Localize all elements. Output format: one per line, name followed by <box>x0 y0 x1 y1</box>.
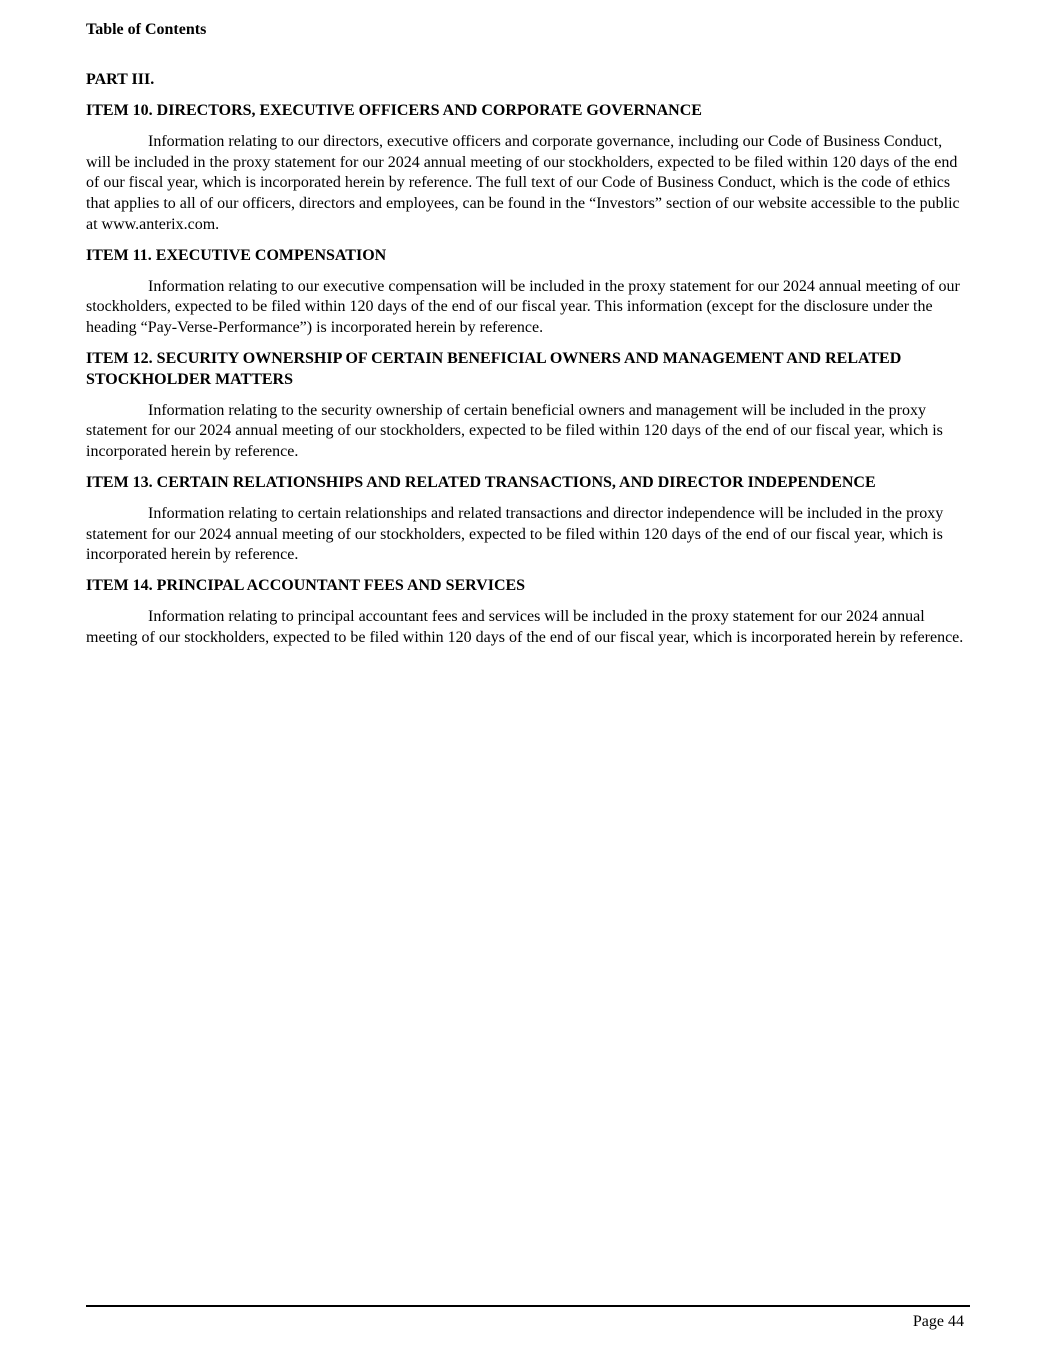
table-of-contents-link[interactable]: Table of Contents <box>86 21 207 38</box>
item-11-section <box>86 246 970 339</box>
item-10-section <box>86 101 970 236</box>
item-14-body: Information relating to principal accountant fees and services will be included in the proxy statement for our 2024 annual meeting of our stockholders, expected to be filed within 120 days of the end of our fiscal year, which is incorporated herein by reference. <box>86 607 964 646</box>
item-11-heading: ITEM 11. EXECUTIVE COMPENSATION <box>86 246 387 264</box>
page-number: Page 44 <box>912 1313 964 1330</box>
item-14-section <box>86 576 970 648</box>
footer-divider <box>86 1305 970 1307</box>
item-13-section <box>86 473 970 566</box>
part-heading: PART III. <box>86 71 155 88</box>
item-12-heading: ITEM 12. SECURITY OWNERSHIP OF CERTAIN BENEFICIAL OWNERS AND MANAGEMENT AND RELATED STOCKHOLDER MATTERS <box>86 349 902 388</box>
item-11-body: Information relating to our executive compensation will be included in the proxy statement for our 2024 annual meeting of our stockholders, expected to be filed within 120 days of the end of our fiscal year. This information (except for the disclosure under the heading “Pay-Verse-Performance”) is incorporated herein by reference. <box>86 277 960 337</box>
item-13-body: Information relating to certain relationships and related transactions and director independence will be included in the proxy statement for our 2024 annual meeting of our stockholders, expected to be filed within 120 days of the end of our fiscal year, which is incorporated herein by reference. <box>86 504 944 564</box>
item-10-heading: ITEM 10. DIRECTORS, EXECUTIVE OFFICERS AND CORPORATE GOVERNANCE <box>86 102 702 119</box>
item-14-heading: ITEM 14. PRINCIPAL ACCOUNTANT FEES AND SERVICES <box>86 577 526 595</box>
item-12-section <box>86 349 970 463</box>
item-10-body: Information relating to our directors, executive officers and corporate governance, including our Code of Business Conduct, will be included in the proxy statement for our 2024 annual meeting of our stockholders, expected to be filed within 120 days of the end of our fiscal year, which is incorporated herein by reference. The full text of our Code of Business Conduct, which is the code of ethics that applies to all of our officers, directors and employees, can be found in the “Investors” section of our website accessible to the public at www.anterix.com. <box>86 132 960 233</box>
item-13-heading: ITEM 13. CERTAIN RELATIONSHIPS AND RELATED TRANSACTIONS, AND DIRECTOR INDEPENDENCE <box>86 473 876 491</box>
document-content <box>86 70 970 659</box>
item-12-body: Information relating to the security ownership of certain beneficial owners and management will be included in the proxy statement for our 2024 annual meeting of our stockholders, expected to be filed within 120 days of the end of our fiscal year, which is incorporated herein by reference. <box>86 401 943 461</box>
